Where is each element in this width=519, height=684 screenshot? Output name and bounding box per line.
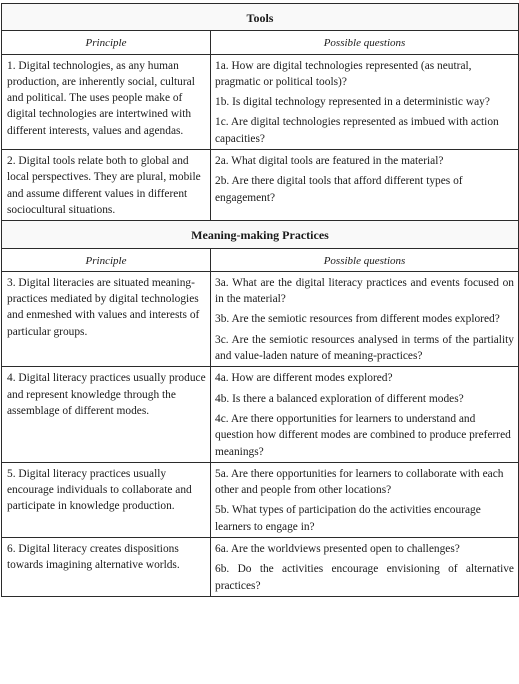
table-row (2, 150, 519, 221)
principle-text: 1. Digital technologies, as any human production, are inherently social, cultural and political. The uses people make of digital technologies are intertwined with different interests, values and agendas. (7, 59, 195, 137)
principle-cell (2, 271, 211, 366)
question-text: 3c. Are the semiotic resources analysed in terms of the partiality and value-laden nature of meaning-practices? (215, 333, 514, 363)
questions-cell (211, 54, 519, 149)
question-text: 1b. Is digital technology represented in a deterministic way? (215, 96, 490, 109)
column-header-questions: Possible questions (211, 31, 519, 54)
column-header-row (2, 248, 519, 271)
principle-cell (2, 462, 211, 537)
framework-table (1, 3, 519, 597)
questions-cell (211, 367, 519, 462)
column-header-row (2, 31, 519, 54)
principle-cell (2, 54, 211, 149)
section-header-meaning-making (2, 221, 519, 248)
column-header-principle: Principle (2, 31, 211, 54)
question-text: 1c. Are digital technologies represented as imbued with action capacities? (215, 116, 499, 145)
column-header-questions: Possible questions (211, 248, 519, 271)
principle-cell (2, 538, 211, 597)
principle-text: 6. Digital literacy creates dispositions towards imagining alternative worlds. (7, 543, 180, 572)
section-title: Meaning-making Practices (2, 221, 519, 248)
question-text: 3a. What are the digital literacy practices and events focused on in the material? (215, 276, 514, 306)
question-text: 6a. Are the worldviews presented open to challenges? (215, 543, 460, 556)
question-text: 4a. How are different modes explored? (215, 372, 393, 385)
question-text: 1a. How are digital technologies represented (as neutral, pragmatic or political tools)? (215, 59, 472, 88)
section-header-tools (2, 4, 519, 31)
principle-cell (2, 150, 211, 221)
table-row (2, 462, 519, 537)
question-text: 4c. Are there opportunities for learners to understand and question how different modes are combined to produce preferred meanings? (215, 412, 511, 458)
question-text: 2b. Are there digital tools that afford different types of engagement? (215, 175, 463, 204)
questions-cell (211, 271, 519, 366)
principle-text: 5. Digital literacy practices usually encourage individuals to collaborate and participate in knowledge production. (7, 467, 192, 513)
table-row (2, 367, 519, 462)
table-row (2, 538, 519, 597)
table-row (2, 271, 519, 366)
questions-cell (211, 462, 519, 537)
principle-cell (2, 367, 211, 462)
question-text: 5a. Are there opportunities for learners to collaborate with each other and people from other locations? (215, 467, 504, 497)
principle-text: 3. Digital literacies are situated meaning-practices mediated by digital technologies and enmeshed with values and interests of particular groups. (7, 276, 200, 338)
principle-text: 2. Digital tools relate both to global and local perspectives. They are plural, mobile and assume different values in different sociocultural situations. (7, 155, 201, 216)
section-title: Tools (2, 4, 519, 31)
question-text: 5b. What types of participation do the activities encourage learners to engage in? (215, 504, 481, 533)
column-header-principle: Principle (2, 248, 211, 271)
question-text: 2a. What digital tools are featured in the material? (215, 155, 444, 168)
table-row (2, 54, 519, 149)
question-text: 6b. Do the activities encourage envisioning of alternative practices? (215, 563, 514, 592)
question-text: 3b. Are the semiotic resources from different modes explored? (215, 313, 500, 326)
questions-cell (211, 150, 519, 221)
questions-cell (211, 538, 519, 597)
principle-text: 4. Digital literacy practices usually produce and represent knowledge through the assemblage of different modes. (7, 372, 206, 417)
question-text: 4b. Is there a balanced exploration of different modes? (215, 392, 464, 405)
